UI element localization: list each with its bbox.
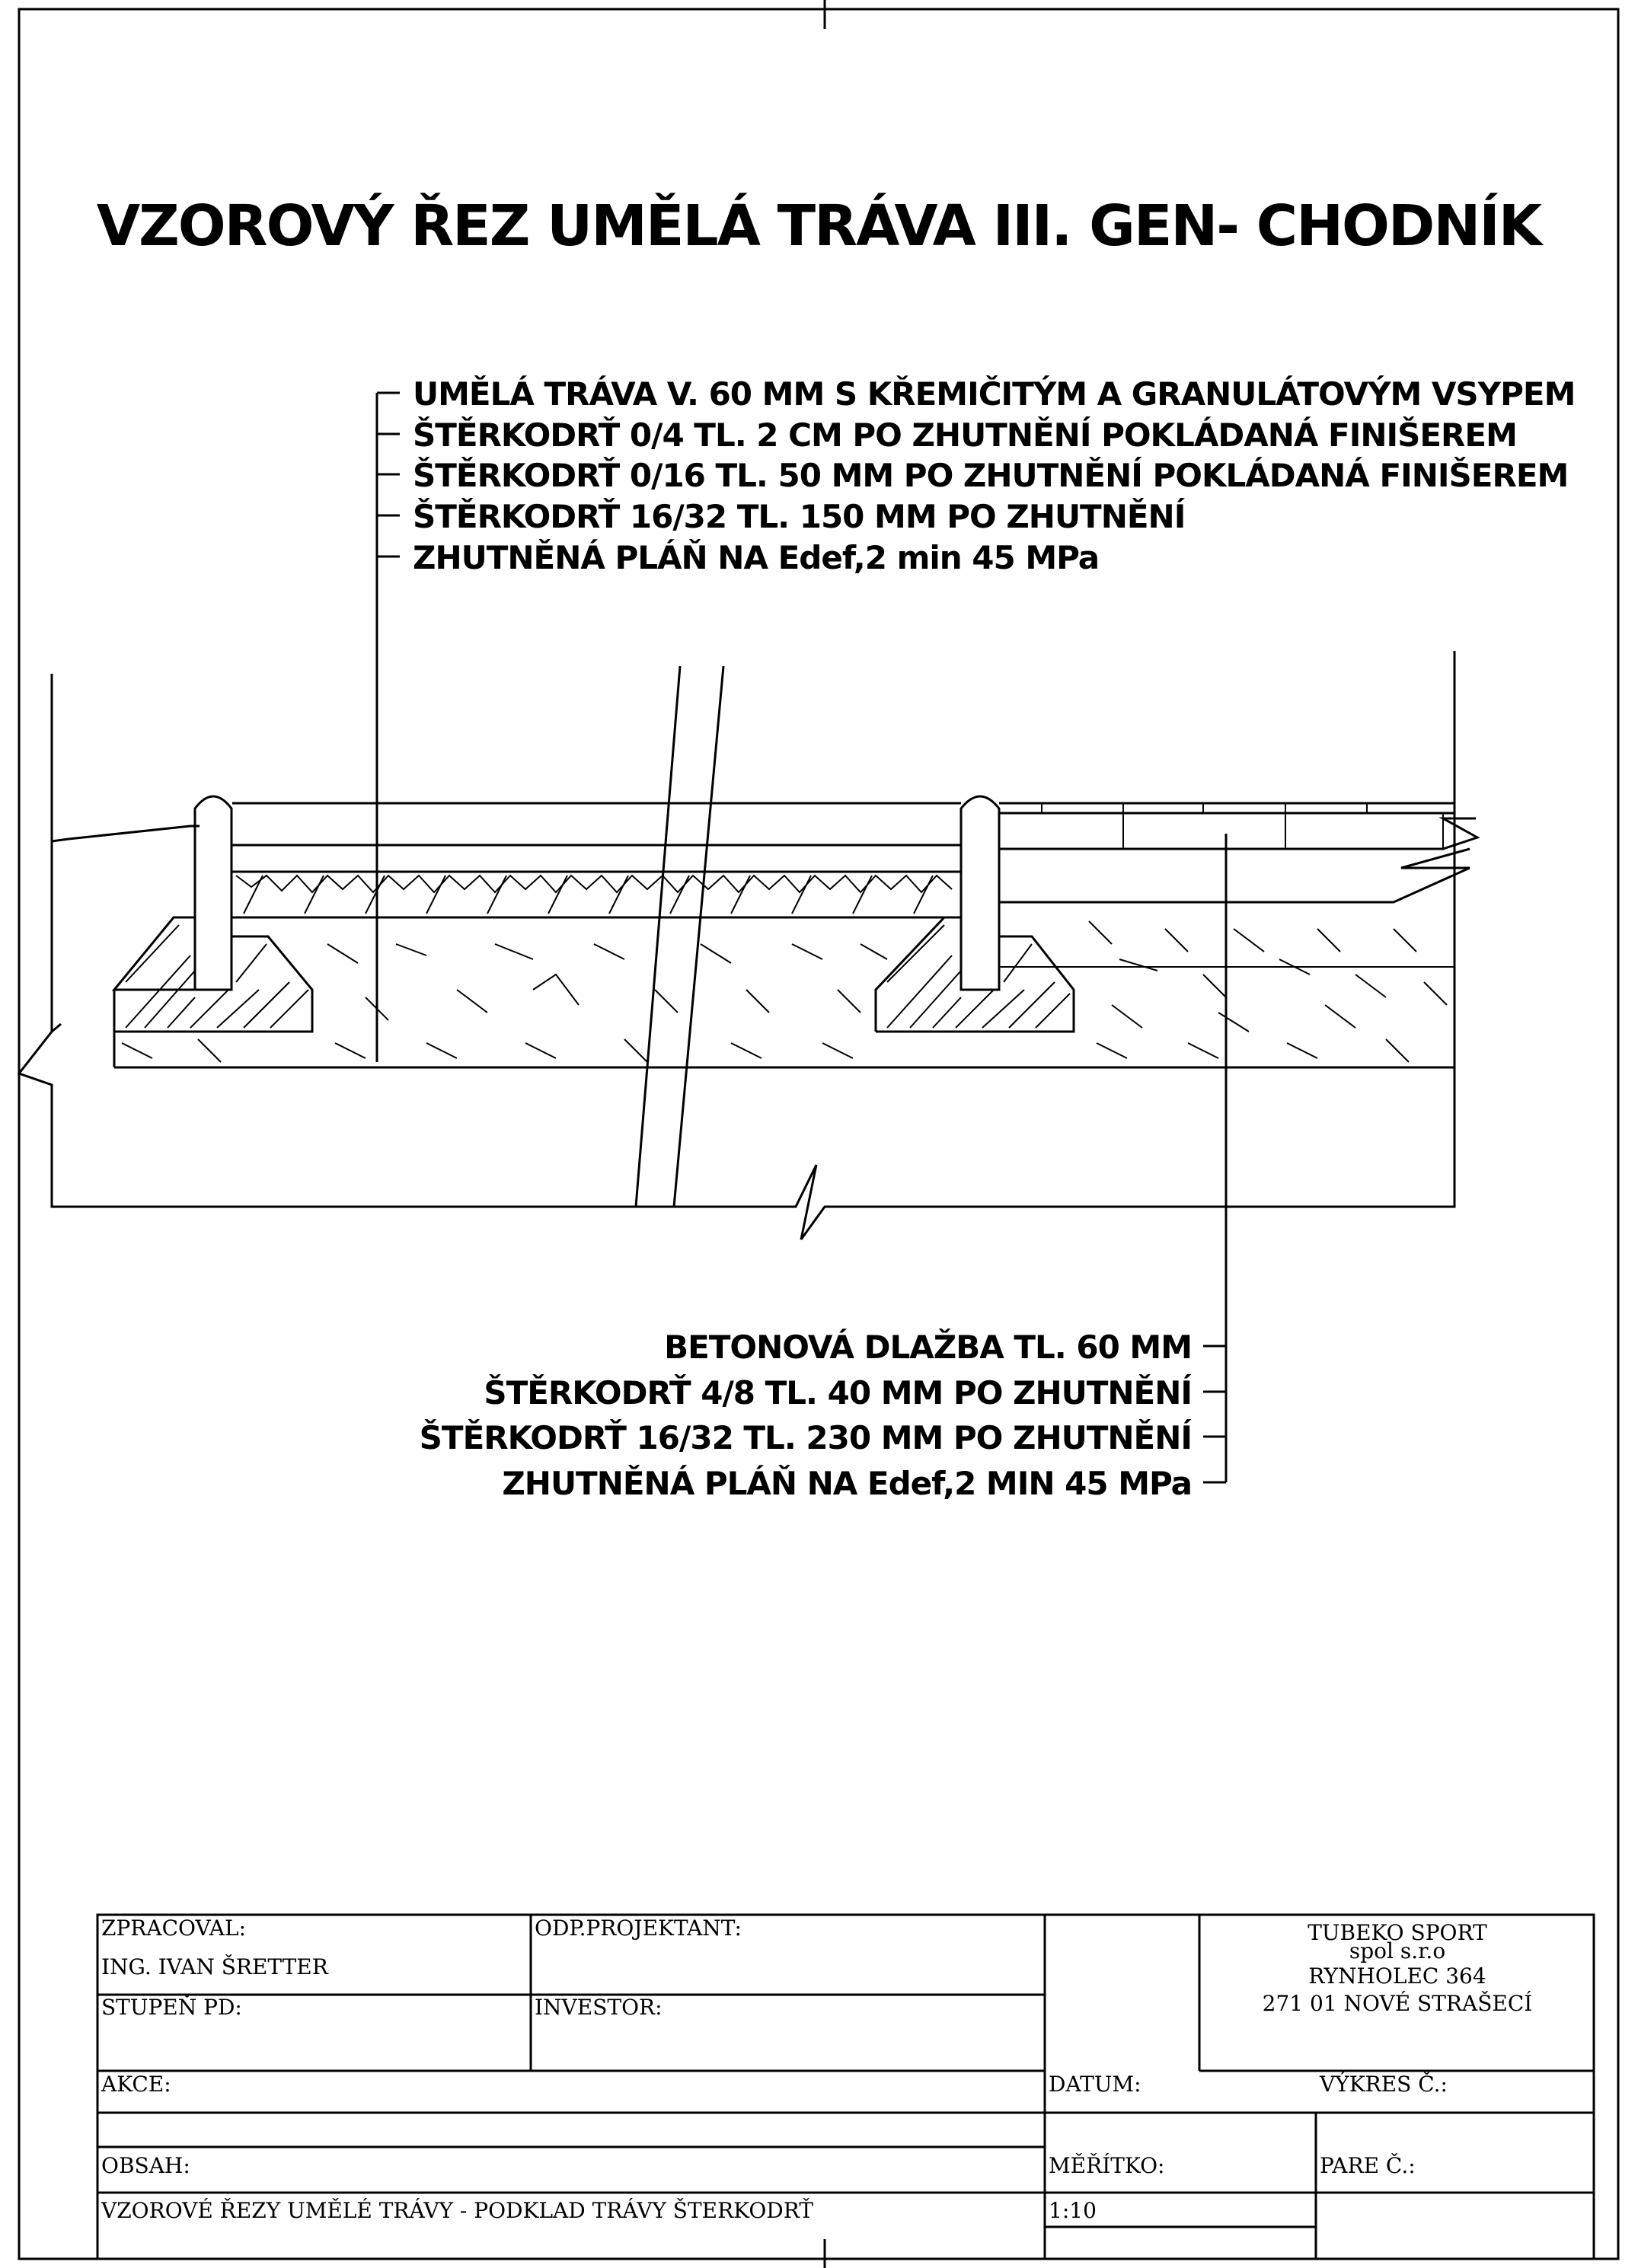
break-line-right xyxy=(674,666,723,1207)
right-layer-4: ZHUTNĚNÁ PLÁŇ NA Edef,2 MIN 45 MPa xyxy=(502,1465,1192,1502)
right-leader-lines xyxy=(1203,834,1226,1482)
cross-section xyxy=(19,651,1477,1239)
right-layer-callouts xyxy=(420,834,1226,1502)
paver-bedding xyxy=(999,849,1470,902)
right-layer-3: ŠTĚRKODRŤ 16/32 TL. 230 MM PO ZHUTNĚNÍ xyxy=(419,1419,1192,1456)
odp-projektant-label: ODP.PROJEKTANT: xyxy=(535,1916,742,1941)
meritko-label: MĚŘÍTKO: xyxy=(1049,2153,1165,2178)
akce-label: AKCE: xyxy=(101,2072,171,2097)
left-layer-1: UMĚLÁ TRÁVA V. 60 MM S KŘEMIČITÝM A GRANULÁTOVÝM VSYPEM xyxy=(413,375,1576,413)
vykres-label: VÝKRES Č.: xyxy=(1320,2072,1448,2097)
investor-label: INVESTOR: xyxy=(535,1995,663,2020)
right-layer-1: BETONOVÁ DLAŽBA TL. 60 MM xyxy=(664,1329,1192,1366)
left-ground-line xyxy=(52,826,200,841)
break-line-left xyxy=(636,666,680,1207)
company-city: 271 01 NOVÉ STRAŠECÍ xyxy=(1262,1991,1533,2016)
left-layer-2: ŠTĚRKODRŤ 0/4 TL. 2 CM PO ZHUTNĚNÍ POKLÁDANÁ FINIŠEREM xyxy=(413,416,1517,454)
fine-gravel-pattern xyxy=(236,876,952,892)
obsah-value: VZOROVÉ ŘEZY UMĚLÉ TRÁVY - PODKLAD TRÁVY ŠTERKODRŤ xyxy=(101,2198,814,2223)
zpracoval-value: ING. IVAN ŠRETTER xyxy=(101,1954,328,1979)
paver-bottom xyxy=(999,818,1477,849)
coarse-gravel-pattern xyxy=(122,921,1447,1062)
stupen-label: STUPEŇ PD: xyxy=(101,1995,242,2020)
right-curb-foundation xyxy=(876,917,1074,1032)
company-form: spol s.r.o xyxy=(1349,1938,1446,1963)
title-block xyxy=(97,1915,1594,2259)
drawing-title: VZOROVÝ ŘEZ UMĚLÁ TRÁVA III. GEN- CHODNÍK xyxy=(96,193,1541,259)
paver-joints xyxy=(1042,803,1443,849)
right-layer-2: ŠTĚRKODRŤ 4/8 TL. 40 MM PO ZHUTNĚNÍ xyxy=(484,1374,1192,1412)
datum-label: DATUM: xyxy=(1049,2072,1141,2097)
left-layer-callouts xyxy=(377,375,1575,1062)
obsah-label: OBSAH: xyxy=(101,2153,190,2178)
left-layer-5: ZHUTNĚNÁ PLÁŇ NA Edef,2 min 45 MPa xyxy=(413,539,1100,576)
left-layer-4: ŠTĚRKODRŤ 16/32 TL. 150 MM PO ZHUTNĚNÍ xyxy=(413,498,1186,535)
left-curb-foundation xyxy=(114,917,312,1032)
pare-label: PARE Č.: xyxy=(1320,2153,1416,2178)
section-boundary xyxy=(19,651,1454,1239)
meritko-value: 1:10 xyxy=(1049,2198,1097,2223)
left-curb xyxy=(195,796,231,990)
company-name: TUBEKO SPORT xyxy=(1308,1920,1487,1945)
company-street: RYNHOLEC 364 xyxy=(1308,1963,1486,1989)
left-layer-3: ŠTĚRKODRŤ 0/16 TL. 50 MM PO ZHUTNĚNÍ POKLÁDANÁ FINIŠEREM xyxy=(413,457,1569,494)
foundation-hatch xyxy=(126,925,1070,1028)
zpracoval-label: ZPRACOVAL: xyxy=(101,1916,247,1941)
right-curb xyxy=(961,796,999,990)
left-leader-lines xyxy=(377,393,400,1062)
